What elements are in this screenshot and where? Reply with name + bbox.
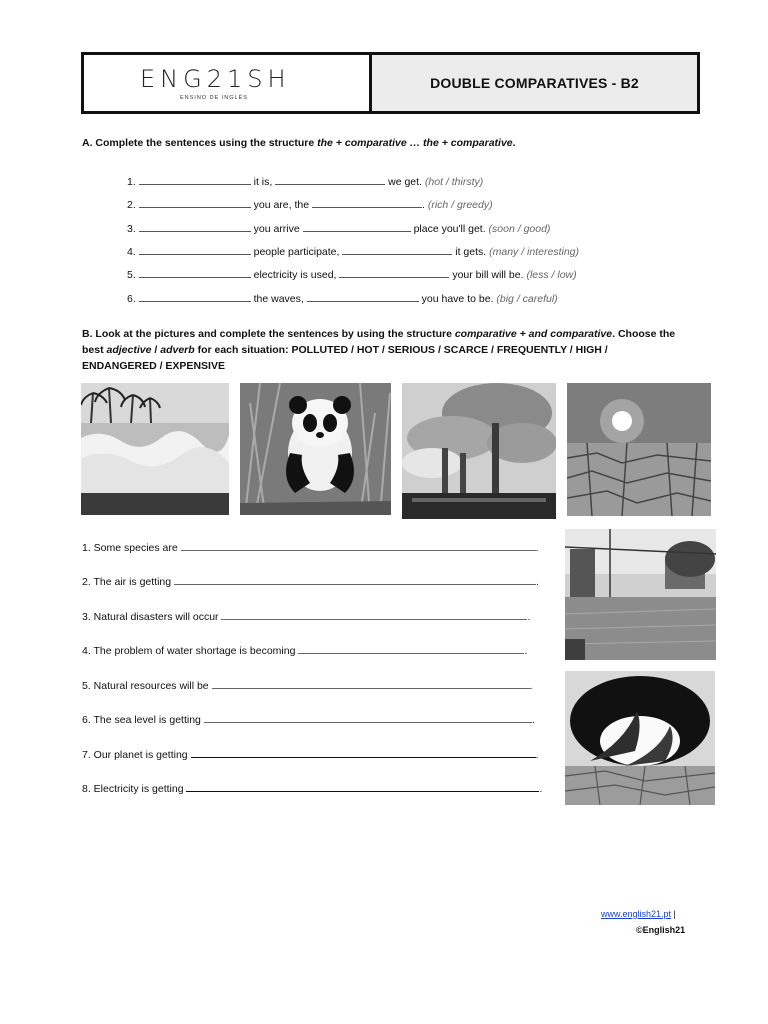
exercise-b-item: 3. Natural disasters will occur . <box>82 611 531 623</box>
hint: (hot / thirsty) <box>424 176 484 188</box>
footer-link-line: www.english21.pt | <box>601 909 676 919</box>
answer-line[interactable] <box>174 575 536 585</box>
hint: (soon / good) <box>488 223 551 235</box>
answer-line[interactable] <box>212 679 530 689</box>
hint: (rich / greedy) <box>427 199 493 211</box>
worksheet-header <box>81 52 700 114</box>
hint: (less / low) <box>526 269 577 281</box>
answer-line[interactable] <box>186 782 539 792</box>
answer-line[interactable] <box>204 713 532 723</box>
answer-line[interactable] <box>298 644 524 654</box>
dry-cracked-earth-photo <box>567 383 711 516</box>
answer-blank[interactable] <box>342 245 452 255</box>
copyright: ©English21 <box>636 925 686 935</box>
logo-cell <box>84 55 372 111</box>
exercise-b-item: 4. The problem of water shortage is becoming . <box>82 645 528 657</box>
exercise-a-item: 2. you are, the . (rich / greedy) <box>127 199 493 211</box>
hint: (many / interesting) <box>489 246 579 258</box>
answer-blank[interactable] <box>139 198 251 208</box>
factory-smoke-photo <box>402 383 556 519</box>
answer-blank[interactable] <box>139 222 251 232</box>
beach-waves-photo <box>81 383 229 515</box>
answer-blank[interactable] <box>139 292 251 302</box>
section-a-instruction: A. Complete the sentences using the structure the + comparative … the + comparative. <box>82 137 516 149</box>
answer-blank[interactable] <box>139 245 251 255</box>
answer-line[interactable] <box>181 541 536 551</box>
answer-blank[interactable] <box>303 222 411 232</box>
answer-blank[interactable] <box>339 268 449 278</box>
exercise-a-item: 1. it is, we get. (hot / thirsty) <box>127 176 484 188</box>
title-cell <box>372 55 697 111</box>
exercise-a-item: 3. you arrive place you'll get. (soon / good) <box>127 223 551 235</box>
answer-blank[interactable] <box>139 268 251 278</box>
answer-blank[interactable] <box>312 198 422 208</box>
exercise-b-item: 2. The air is getting . <box>82 576 539 588</box>
exercise-b-item: 6. The sea level is getting . <box>82 714 535 726</box>
exercise-b-item: 8. Electricity is getting . <box>82 783 543 795</box>
exercise-b-item: 5. Natural resources will be . <box>82 680 533 692</box>
exercise-a-item: 4. people participate, it gets. (many / interesting) <box>127 246 579 258</box>
section-b-instruction: B. Look at the pictures and complete the sentences by using the structure comparative + and comparative. Choose the best adjective / adverb for each situation: POLLUTED / HOT / SERIOUS / SCARCE / FREQUENTLY / HIGH / ENDANGERED / EXPENSIVE <box>82 328 676 372</box>
answer-blank[interactable] <box>139 175 251 185</box>
answer-line[interactable] <box>191 748 536 758</box>
seals-on-dry-land-photo <box>565 671 715 805</box>
logo-subtitle: ENSINO DE INGLÊS <box>180 95 248 101</box>
exercise-b-item: 7. Our planet is getting . <box>82 749 539 761</box>
logo: ENG21SH <box>140 65 291 93</box>
answer-blank[interactable] <box>307 292 419 302</box>
exercise-a-item: 5. electricity is used, your bill will be. (less / low) <box>127 269 577 281</box>
hint: (big / careful) <box>496 293 558 305</box>
page-title: DOUBLE COMPARATIVES - B2 <box>430 75 639 91</box>
panda-photo <box>240 383 391 515</box>
website-link[interactable]: www.english21.pt <box>601 909 672 919</box>
answer-blank[interactable] <box>275 175 385 185</box>
answer-line[interactable] <box>221 610 527 620</box>
exercise-a-item: 6. the waves, you have to be. (big / careful) <box>127 293 558 305</box>
flooded-street-photo <box>565 529 716 660</box>
exercise-b-item: 1. Some species are . <box>82 542 539 554</box>
